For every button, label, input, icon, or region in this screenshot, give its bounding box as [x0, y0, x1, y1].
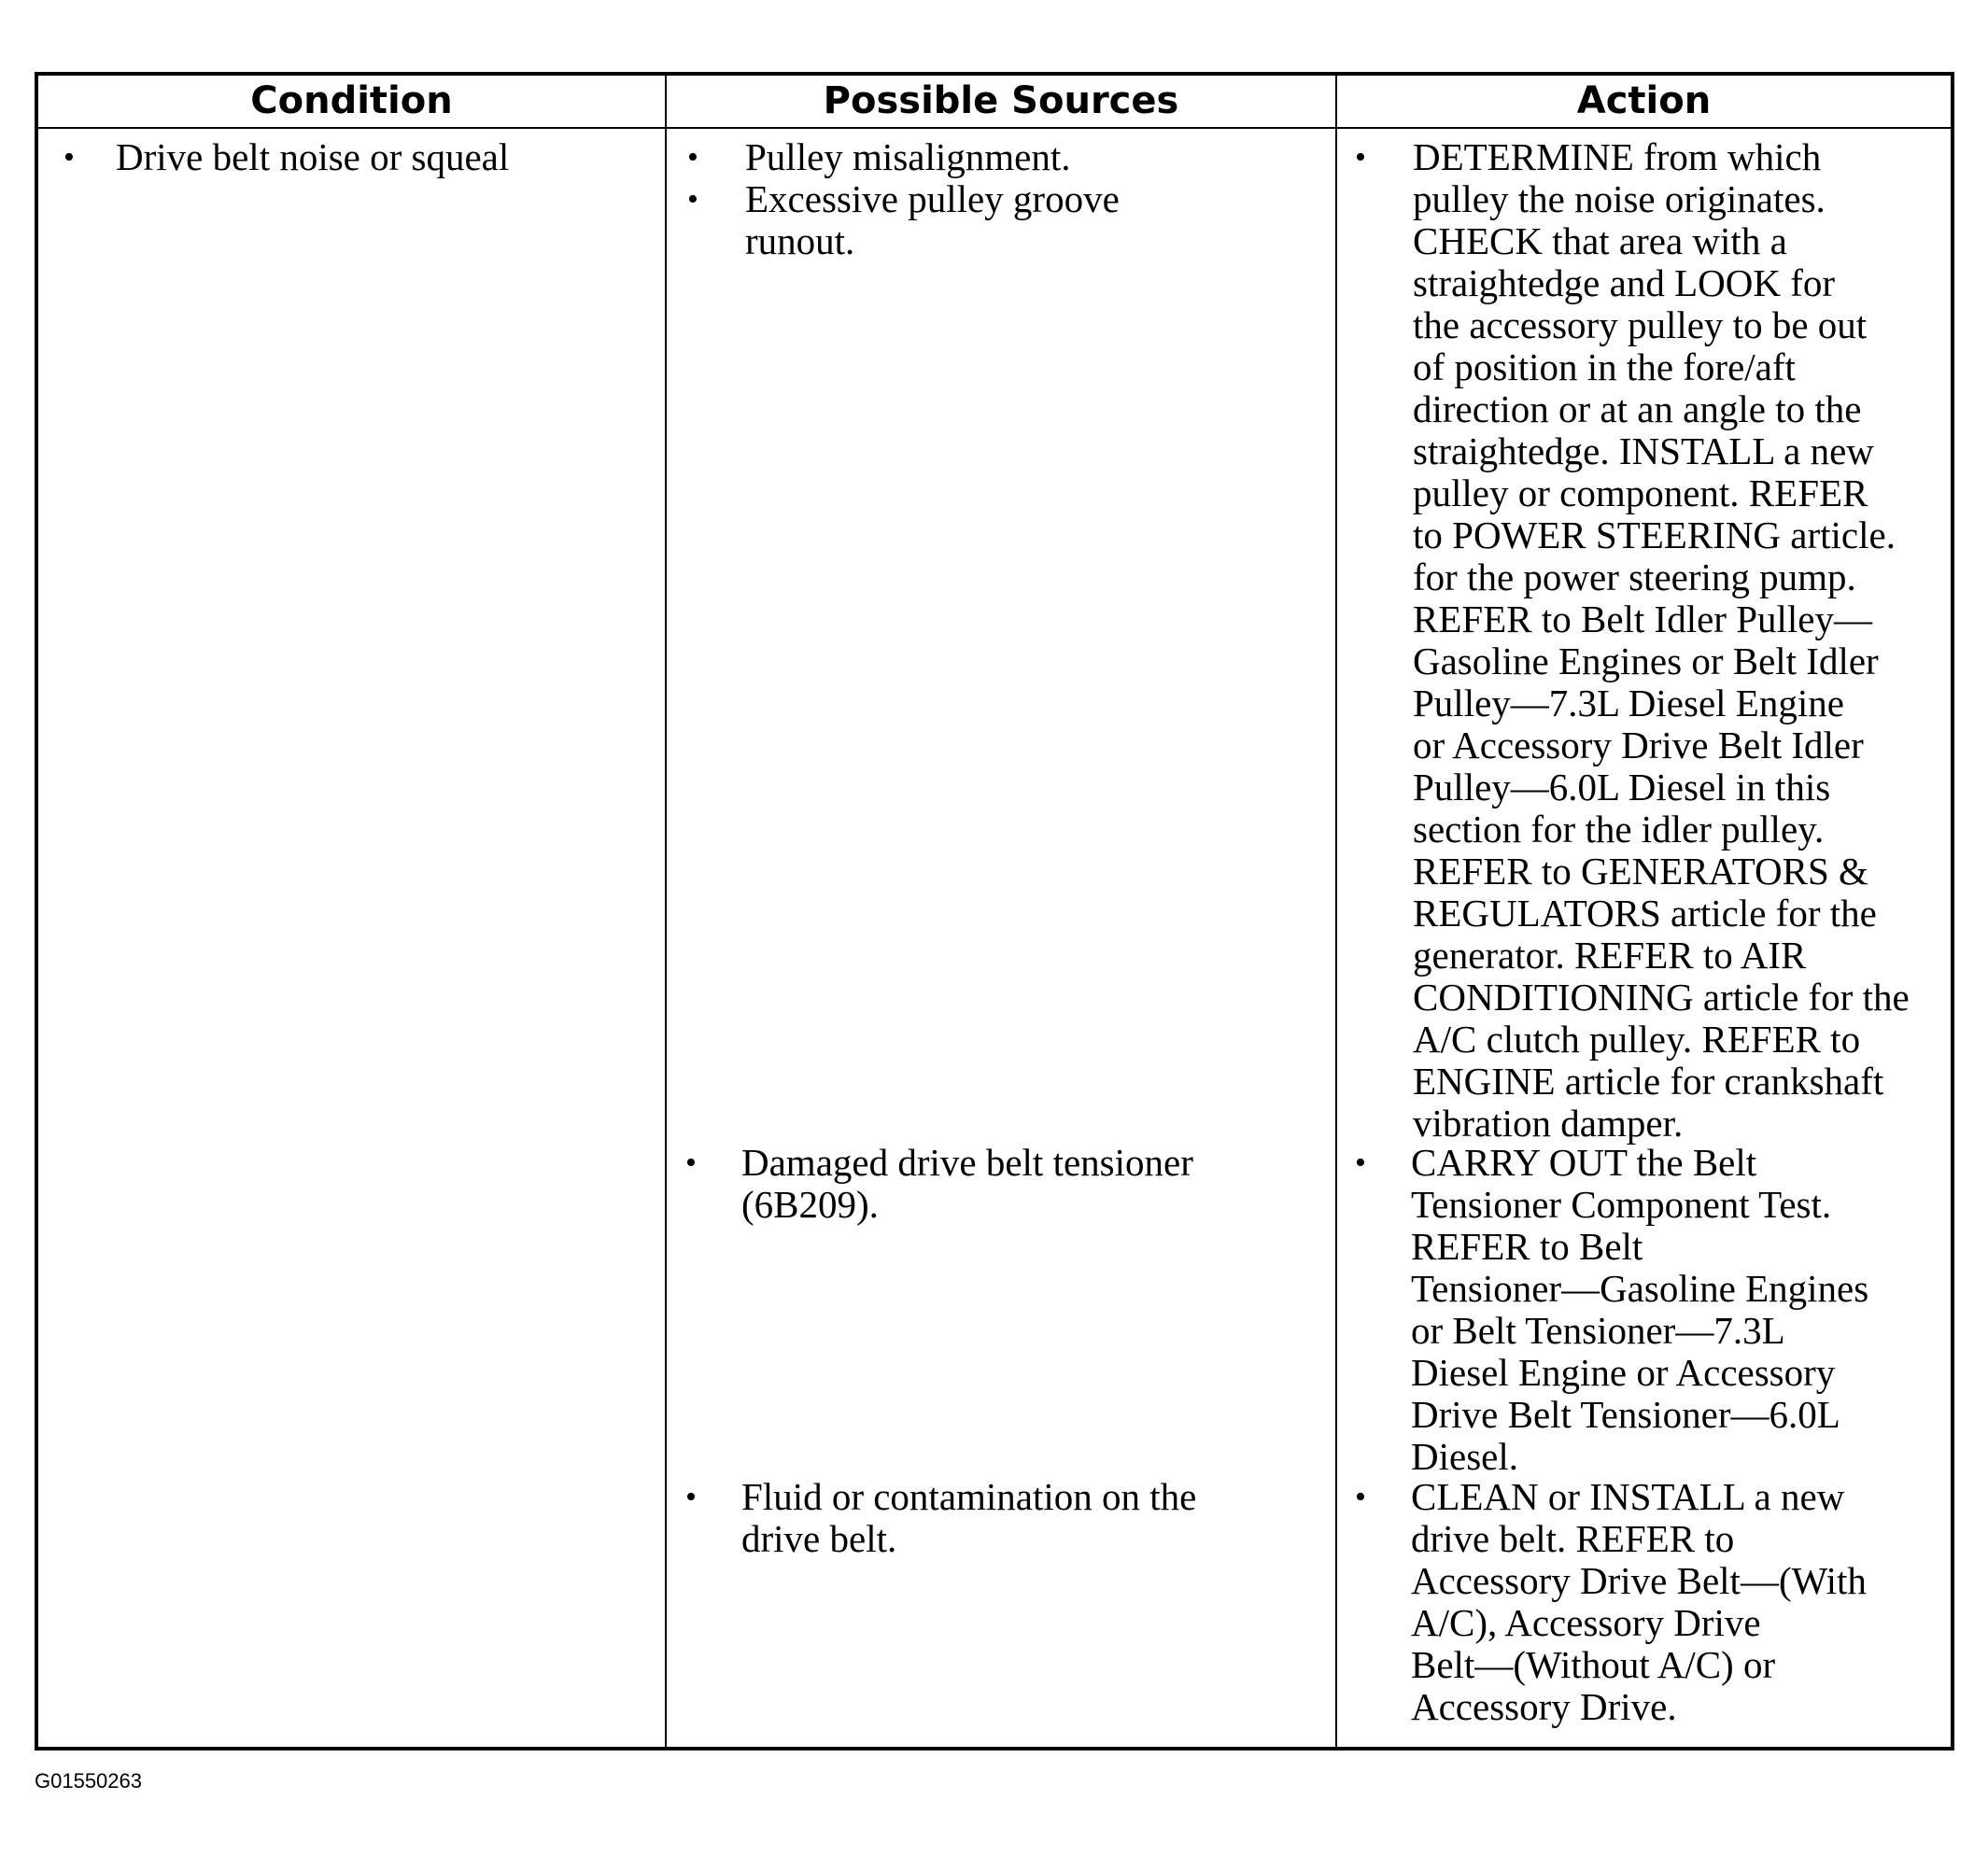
bullet-icon: •	[687, 182, 698, 217]
bullet-icon: •	[1355, 140, 1366, 175]
column-divider-2	[1335, 76, 1337, 1747]
bullet-icon: •	[63, 140, 75, 175]
bullet-icon: •	[685, 1480, 697, 1514]
header-possible-sources: Possible Sources	[823, 79, 1179, 122]
source-text: Fluid or contamination on the drive belt.	[741, 1475, 1197, 1560]
bullet-icon: •	[687, 140, 698, 175]
source-text: Damaged drive belt tensioner (6B209).	[741, 1141, 1193, 1226]
figure-id: G01550263	[35, 1769, 142, 1793]
header-condition: Condition	[250, 79, 453, 122]
source-text: Pulley misalignment.	[745, 135, 1071, 178]
action-item-determine	[1355, 135, 1943, 1145]
diagnosis-table	[35, 72, 1954, 1751]
bullet-icon: •	[1355, 1146, 1366, 1180]
column-divider-1	[665, 76, 667, 1747]
source-item-fluid-contamination	[685, 1476, 1322, 1560]
source-text: Excessive pulley groove runout.	[745, 177, 1120, 262]
header-action: Action	[1576, 79, 1712, 122]
condition-item	[63, 136, 652, 178]
table-header-row	[38, 76, 1951, 129]
action-text: CARRY OUT the Belt Tensioner Component Test. REFER to Belt Tensioner—Gasoline Engines or Belt Tensioner—7.3L Diesel Engine or Accessory Drive Belt Tensioner—6.0L Diesel.	[1411, 1141, 1869, 1478]
bullet-icon: •	[1355, 1480, 1366, 1514]
source-item-damaged-tensioner	[685, 1142, 1322, 1226]
source-item-pulley-misalignment	[687, 136, 1322, 178]
action-item-carry-out	[1355, 1142, 1943, 1478]
action-text: CLEAN or INSTALL a new drive belt. REFER to Accessory Drive Belt—(With A/C), Accessory Drive Belt—(Without A/C) or Accessory Drive.	[1411, 1475, 1867, 1728]
action-text: DETERMINE from which pulley the noise originates. CHECK that area with a straightedge and LOOK for the accessory pulley to be out of position in the fore/aft direction or at an angle to the straightedge. INSTALL a new pulley or component. REFER to POWER STEERING article. for the power steering pump. REFER to Belt Idler Pulley— Gasoline Engines or Belt Idler Pulley—7.3L Diesel Engine or Accessory Drive Belt Idler Pulley—6.0L Diesel in this section for the idler pulley. REFER to GENERATORS & REGULATORS article for the generator. REFER to AIR CONDITIONING article for the A/C clutch pulley. REFER to ENGINE article for crankshaft vibration damper.	[1413, 135, 1910, 1145]
source-item-groove-runout	[687, 178, 1322, 262]
condition-text: Drive belt noise or squeal	[116, 135, 510, 178]
action-item-clean	[1355, 1476, 1943, 1737]
bullet-icon: •	[685, 1146, 697, 1180]
